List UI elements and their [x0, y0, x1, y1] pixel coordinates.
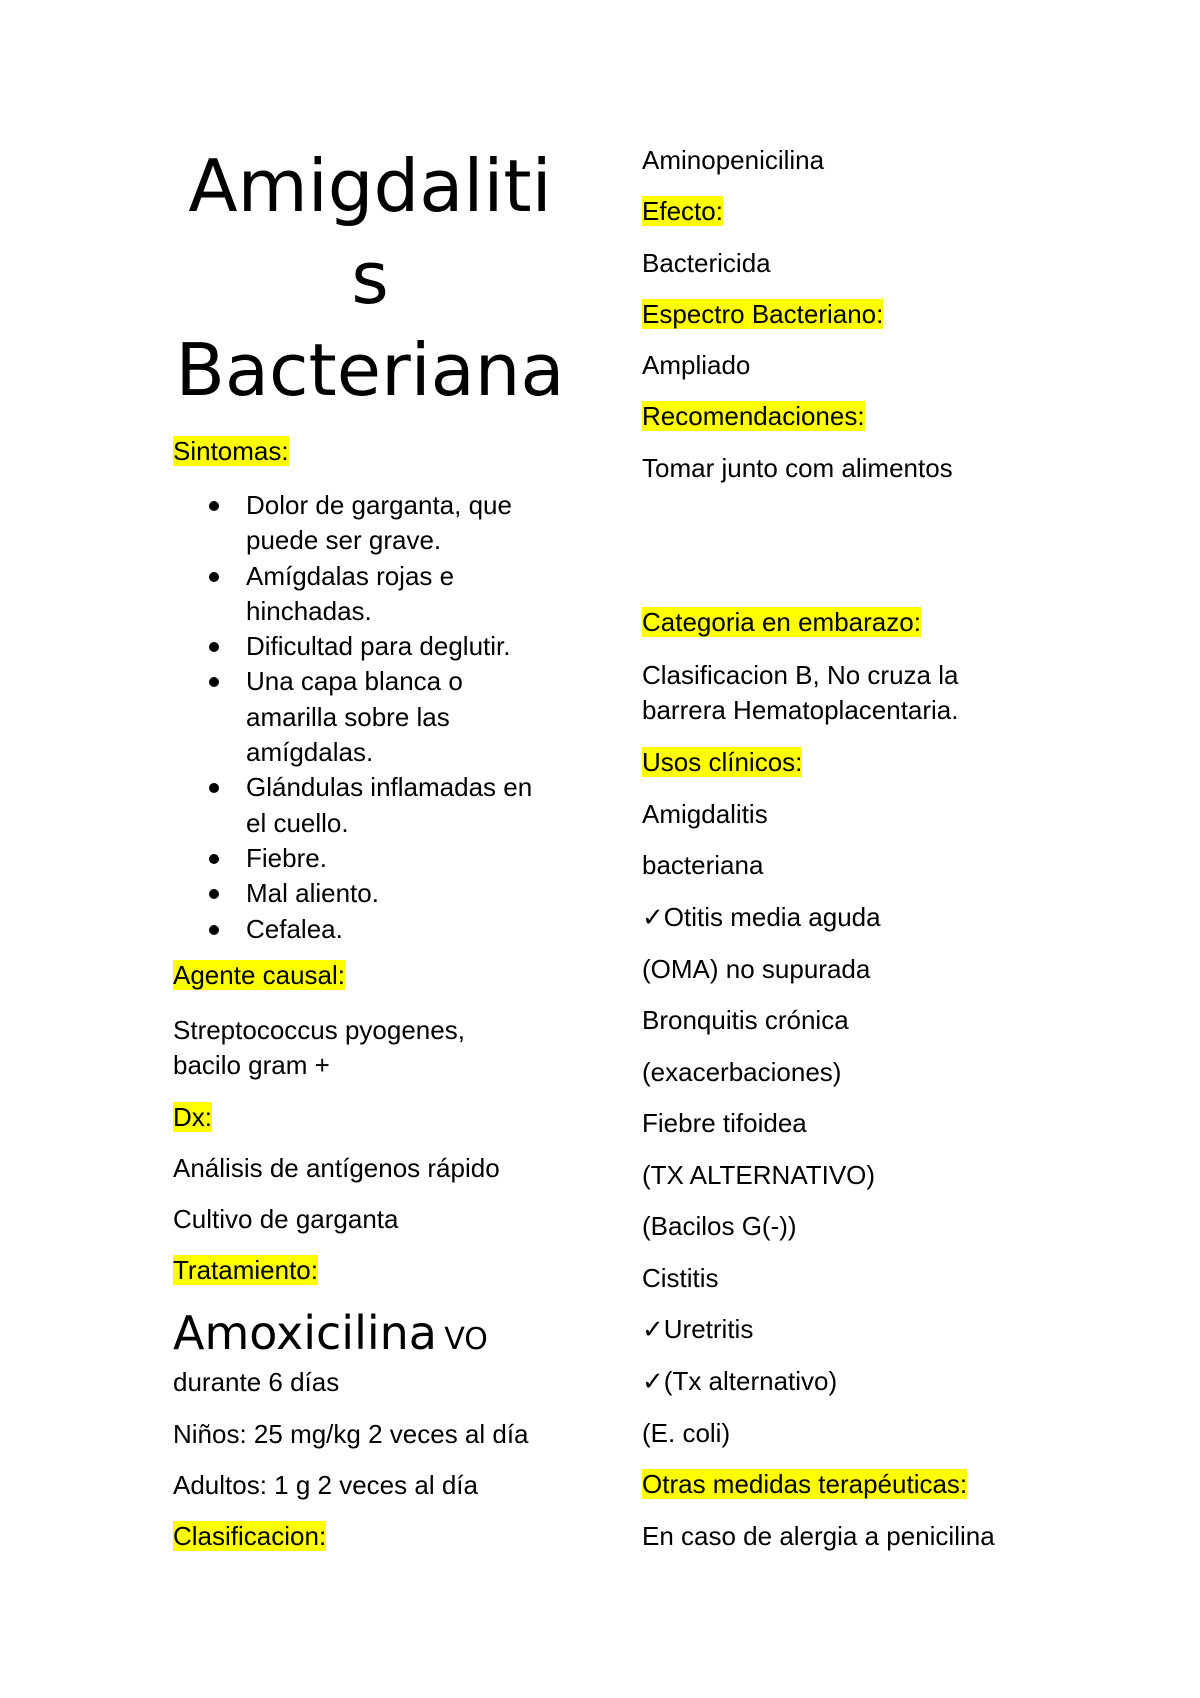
dose-children: Niños: 25 mg/kg 2 veces al día: [173, 1419, 529, 1449]
bullet-icon: [209, 854, 219, 864]
efecto-heading: Efecto:: [642, 196, 723, 226]
bullet-icon: [209, 889, 219, 899]
list-item: Una capa blanca o amarilla sobre las amígdalas.: [173, 664, 532, 770]
list-item: Glándulas inflamadas en el cuello.: [173, 770, 532, 841]
list-item: Dolor de garganta, que puede ser grave.: [173, 488, 532, 559]
bullet-icon: [209, 501, 219, 511]
list-item: Cefalea.: [173, 912, 532, 947]
usos-item: Amigdalitis: [642, 799, 768, 829]
dx-line: Análisis de antígenos rápido: [173, 1153, 500, 1183]
usos-item: (TX ALTERNATIVO): [642, 1160, 876, 1190]
title-line: Bacteriana: [175, 328, 565, 412]
clasificacion-value: Aminopenicilina: [642, 145, 825, 175]
efecto-value: Bactericida: [642, 248, 771, 278]
duration-text: durante 6 días: [173, 1367, 340, 1397]
agente-line: bacilo gram +: [173, 1050, 330, 1080]
drug-line: [173, 1303, 488, 1370]
list-item: Fiebre.: [173, 841, 532, 876]
otras-heading: Otras medidas terapéuticas:: [642, 1469, 968, 1499]
clasificacion-heading: Clasificacion:: [173, 1521, 327, 1551]
usos-item: (E. coli): [642, 1418, 731, 1448]
usos-item: ✓Otitis media aguda: [642, 902, 881, 932]
bullet-icon: [209, 677, 219, 687]
bullet-icon: [209, 925, 219, 935]
title-line: Amigdaliti: [188, 144, 552, 228]
espectro-value: Ampliado: [642, 350, 751, 380]
dx-heading: Dx:: [173, 1102, 212, 1132]
usos-item: Fiebre tifoidea: [642, 1108, 807, 1138]
drug-name: Amoxicilina: [173, 1306, 437, 1360]
espectro-heading: Espectro Bacteriano:: [642, 299, 884, 329]
list-item: Mal aliento.: [173, 876, 532, 911]
list-item: Amígdalas rojas e hinchadas.: [173, 559, 532, 630]
bullet-icon: [209, 572, 219, 582]
embarazo-heading: Categoria en embarazo:: [642, 607, 921, 637]
list-item: Dificultad para deglutir.: [173, 629, 532, 664]
usos-heading: Usos clínicos:: [642, 747, 803, 777]
agente-heading: Agente causal:: [173, 960, 346, 990]
sintomas-heading: Sintomas:: [173, 436, 289, 466]
embarazo-line: Clasificacion B, No cruza la: [642, 660, 959, 690]
usos-item: Cistitis: [642, 1263, 719, 1293]
usos-item: (OMA) no supurada: [642, 954, 871, 984]
dose-adults: Adultos: 1 g 2 veces al día: [173, 1470, 478, 1500]
embarazo-line: barrera Hematoplacentaria.: [642, 695, 959, 725]
recomendaciones-value: Tomar junto com alimentos: [642, 453, 953, 483]
usos-item: ✓(Tx alternativo): [642, 1366, 838, 1396]
symptoms-list: [173, 488, 532, 947]
usos-item: ✓Uretritis: [642, 1314, 754, 1344]
usos-item: (Bacilos G(-)): [642, 1211, 797, 1241]
drug-route: VO: [444, 1322, 488, 1357]
title-line: s: [351, 236, 389, 320]
bullet-icon: [209, 783, 219, 793]
page-title: [170, 140, 570, 416]
usos-item: bacteriana: [642, 850, 764, 880]
usos-item: Bronquitis crónica: [642, 1005, 849, 1035]
dx-line: Cultivo de garganta: [173, 1204, 399, 1234]
otras-value: En caso de alergia a penicilina: [642, 1521, 995, 1551]
agente-line: Streptococcus pyogenes,: [173, 1015, 465, 1045]
recomendaciones-heading: Recomendaciones:: [642, 401, 865, 431]
usos-item: (exacerbaciones): [642, 1057, 842, 1087]
bullet-icon: [209, 642, 219, 652]
tratamiento-heading: Tratamiento:: [173, 1255, 318, 1285]
